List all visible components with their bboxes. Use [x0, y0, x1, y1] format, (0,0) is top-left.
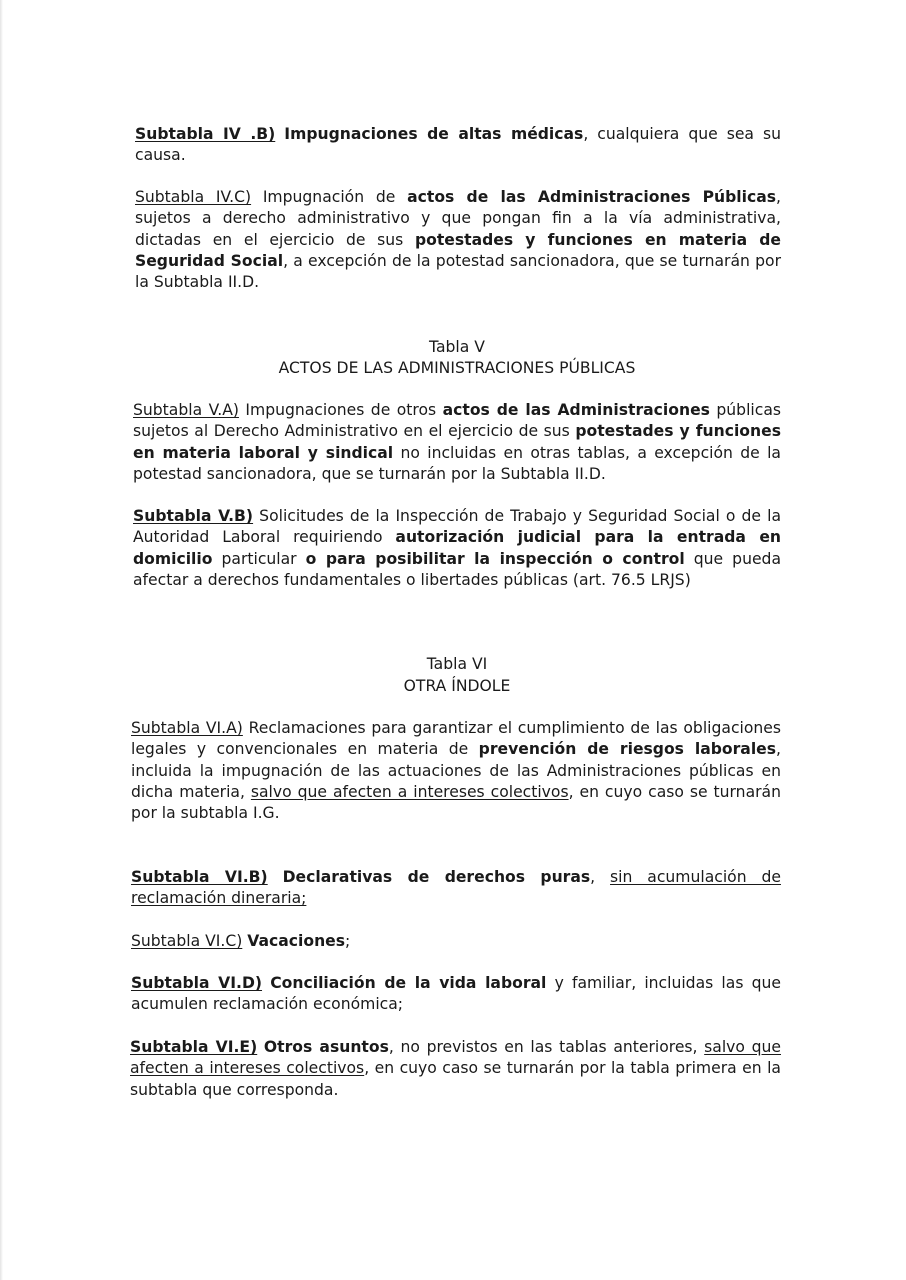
scan-edge-shadow — [0, 0, 3, 1280]
text-run: , en cuyo caso se turnarán por la tabla primera en la subtabla que corresponda. — [130, 1059, 781, 1099]
text-run: Reclamaciones para garantizar el cumplimiento de las obligaciones legales y convencionales en materia de — [131, 719, 781, 759]
subtabla-v-b — [133, 506, 781, 591]
text-run: , cualquiera que sea su causa. — [135, 125, 781, 165]
bold-run: actos de las Administraciones Públicas — [407, 188, 777, 206]
underlined-run: salvo que afecten a intereses colectivos — [250, 782, 569, 801]
subtabla-label: Subtabla VI.A) — [131, 719, 243, 737]
text-run: , sujetos a derecho administrativo y que pongan fin a la vía administrativa, dictadas en el ejercicio de sus — [135, 188, 781, 249]
text-run: , — [590, 868, 611, 886]
bold-run: Impugnaciones de altas médicas — [284, 125, 584, 143]
text-run: Solicitudes de la Inspección de Trabajo y Seguridad Social o de la Autoridad Laboral requiriendo — [133, 507, 781, 547]
bold-run: Otros asuntos — [263, 1038, 389, 1056]
subtabla-label: Subtabla V.B) — [133, 507, 254, 525]
subtabla-vi-e — [130, 1037, 781, 1101]
text-run: , en cuyo caso se turnarán por la subtabla I.G. — [131, 782, 781, 823]
text-run: Impugnaciones de otros — [238, 401, 443, 419]
text-run: , incluida la impugnación de las actuaciones de las Administraciones públicas en dicha materia, — [131, 740, 781, 801]
bold-run: potestades y funciones en materia de Seguridad Social — [135, 230, 781, 270]
subtabla-text — [242, 932, 350, 950]
tabla-vi-title: OTRA ÍNDOLE — [403, 677, 511, 695]
tabla-vi-number: Tabla VI — [426, 655, 488, 673]
subtabla-iv-b — [135, 124, 781, 167]
subtabla-label: Subtabla IV .B) — [135, 125, 276, 143]
subtabla-label: Subtabla VI.D) — [131, 974, 263, 992]
bold-run: o para posibilitar la inspección o control — [305, 549, 685, 568]
subtabla-label: Subtabla VI.B) — [131, 868, 268, 886]
subtabla-vi-b — [131, 867, 781, 910]
text-run: ; — [345, 932, 351, 950]
subtabla-vi-c — [131, 931, 781, 952]
text-run: Impugnación de — [251, 188, 408, 206]
bold-run: Vacaciones — [247, 932, 346, 950]
text-run: que pueda afectar a derechos fundamentales o libertades públicas (art. 76.5 LRJS) — [133, 549, 782, 589]
subtabla-label: Subtabla VI.C) — [131, 932, 243, 950]
text-run: particular — [212, 549, 306, 568]
subtabla-iv-c — [135, 187, 781, 293]
tabla-v-title: ACTOS DE LAS ADMINISTRACIONES PÚBLICAS — [278, 359, 636, 377]
bold-run: actos de las Administraciones — [442, 401, 710, 419]
bold-run: prevención de riesgos laborales — [478, 740, 777, 759]
text-run — [268, 868, 283, 886]
text-run: y familiar, incluidas las que acumulen reclamación económica; — [131, 974, 781, 1014]
subtabla-label: Subtabla V.A) — [133, 401, 239, 419]
subtabla-vi-d — [131, 973, 781, 1016]
subtabla-label: Subtabla VI.E) — [130, 1038, 258, 1056]
underlined-run: sin acumulación de reclamación dineraria; — [131, 868, 781, 908]
bold-run: autorización judicial para la entrada en domicilio — [133, 528, 781, 568]
bold-run: Declarativas de derechos puras — [282, 868, 591, 886]
bold-run: Conciliación de la vida laboral — [270, 974, 547, 992]
underlined-run: salvo que afecten a intereses colectivos — [130, 1038, 781, 1078]
text-run — [275, 125, 284, 143]
text-run: , a excepción de la potestad sancionadora, que se turnarán por la Subtabla II.D. — [135, 251, 781, 292]
text-run — [262, 974, 270, 992]
subtabla-label: Subtabla IV.C) — [135, 188, 252, 206]
text-run — [257, 1038, 264, 1056]
text-run: , no previstos en las tablas anteriores, — [388, 1038, 705, 1056]
text-run: no incluidas en otras tablas, a excepción de la potestad sancionadora, que se turnarán por la Subtabla II.D. — [133, 443, 781, 483]
bold-run: potestades y funciones en materia laboral y sindical — [133, 422, 781, 462]
text-run: públicas sujetos al Derecho Administrativo en el ejercicio de sus — [133, 401, 781, 441]
subtabla-vi-a — [131, 718, 781, 824]
tabla-v-number: Tabla V — [429, 338, 485, 356]
subtabla-v-a — [133, 400, 781, 485]
